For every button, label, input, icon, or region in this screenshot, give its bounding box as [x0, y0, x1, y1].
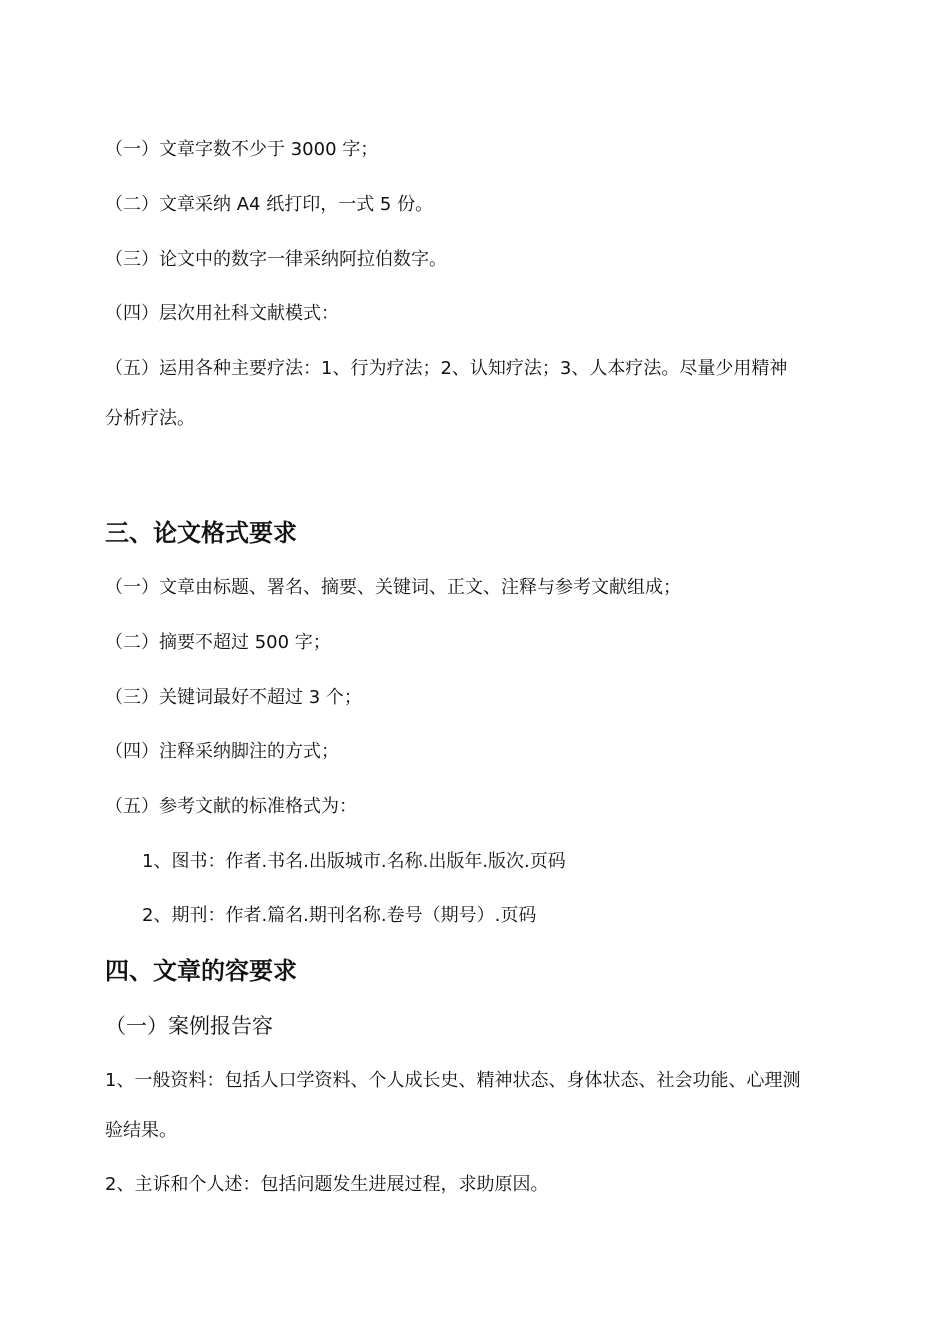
- content-item-1: 1、一般资料：包括人口学资料、个人成长史、精神状态、身体状态、社会功能、心理测: [105, 1070, 801, 1091]
- content-item-1-continued: 验结果。: [105, 1120, 177, 1141]
- format-item-4: （四）注释采纳脚注的方式；: [105, 741, 339, 762]
- reference-format-book: 1、图书：作者.书名.出版城市.名称.出版年.版次.页码: [142, 851, 566, 872]
- requirement-item-1: （一）文章字数不少于 3000 字；: [105, 139, 379, 160]
- section-heading-content: 四、文章的容要求: [105, 957, 297, 985]
- requirement-item-3: （三）论文中的数字一律采纳阿拉伯数字。: [105, 249, 447, 270]
- format-item-3: （三）关键词最好不超过 3 个；: [105, 687, 362, 708]
- format-item-2: （二）摘要不超过 500 字；: [105, 632, 331, 653]
- requirement-item-2: （二）文章采纳 A4 纸打印，一式 5 份。: [105, 194, 434, 215]
- format-item-5: （五）参考文献的标准格式为：: [105, 796, 357, 817]
- requirement-item-5: （五）运用各种主要疗法：1、行为疗法；2、认知疗法；3、人本疗法。尽量少用精神: [105, 358, 788, 379]
- subsection-heading-case-report: （一）案例报告容: [105, 1014, 273, 1038]
- format-item-1: （一）文章由标题、署名、摘要、关键词、正文、注释与参考文献组成；: [105, 577, 681, 598]
- section-heading-format: 三、论文格式要求: [105, 519, 297, 547]
- requirement-item-4: （四）层次用社科文献模式：: [105, 303, 339, 324]
- content-item-2: 2、主诉和个人述：包括问题发生进展过程，求助原因。: [105, 1174, 549, 1195]
- reference-format-journal: 2、期刊：作者.篇名.期刊名称.卷号（期号）.页码: [142, 905, 537, 926]
- requirement-item-5-continued: 分析疗法。: [105, 408, 195, 429]
